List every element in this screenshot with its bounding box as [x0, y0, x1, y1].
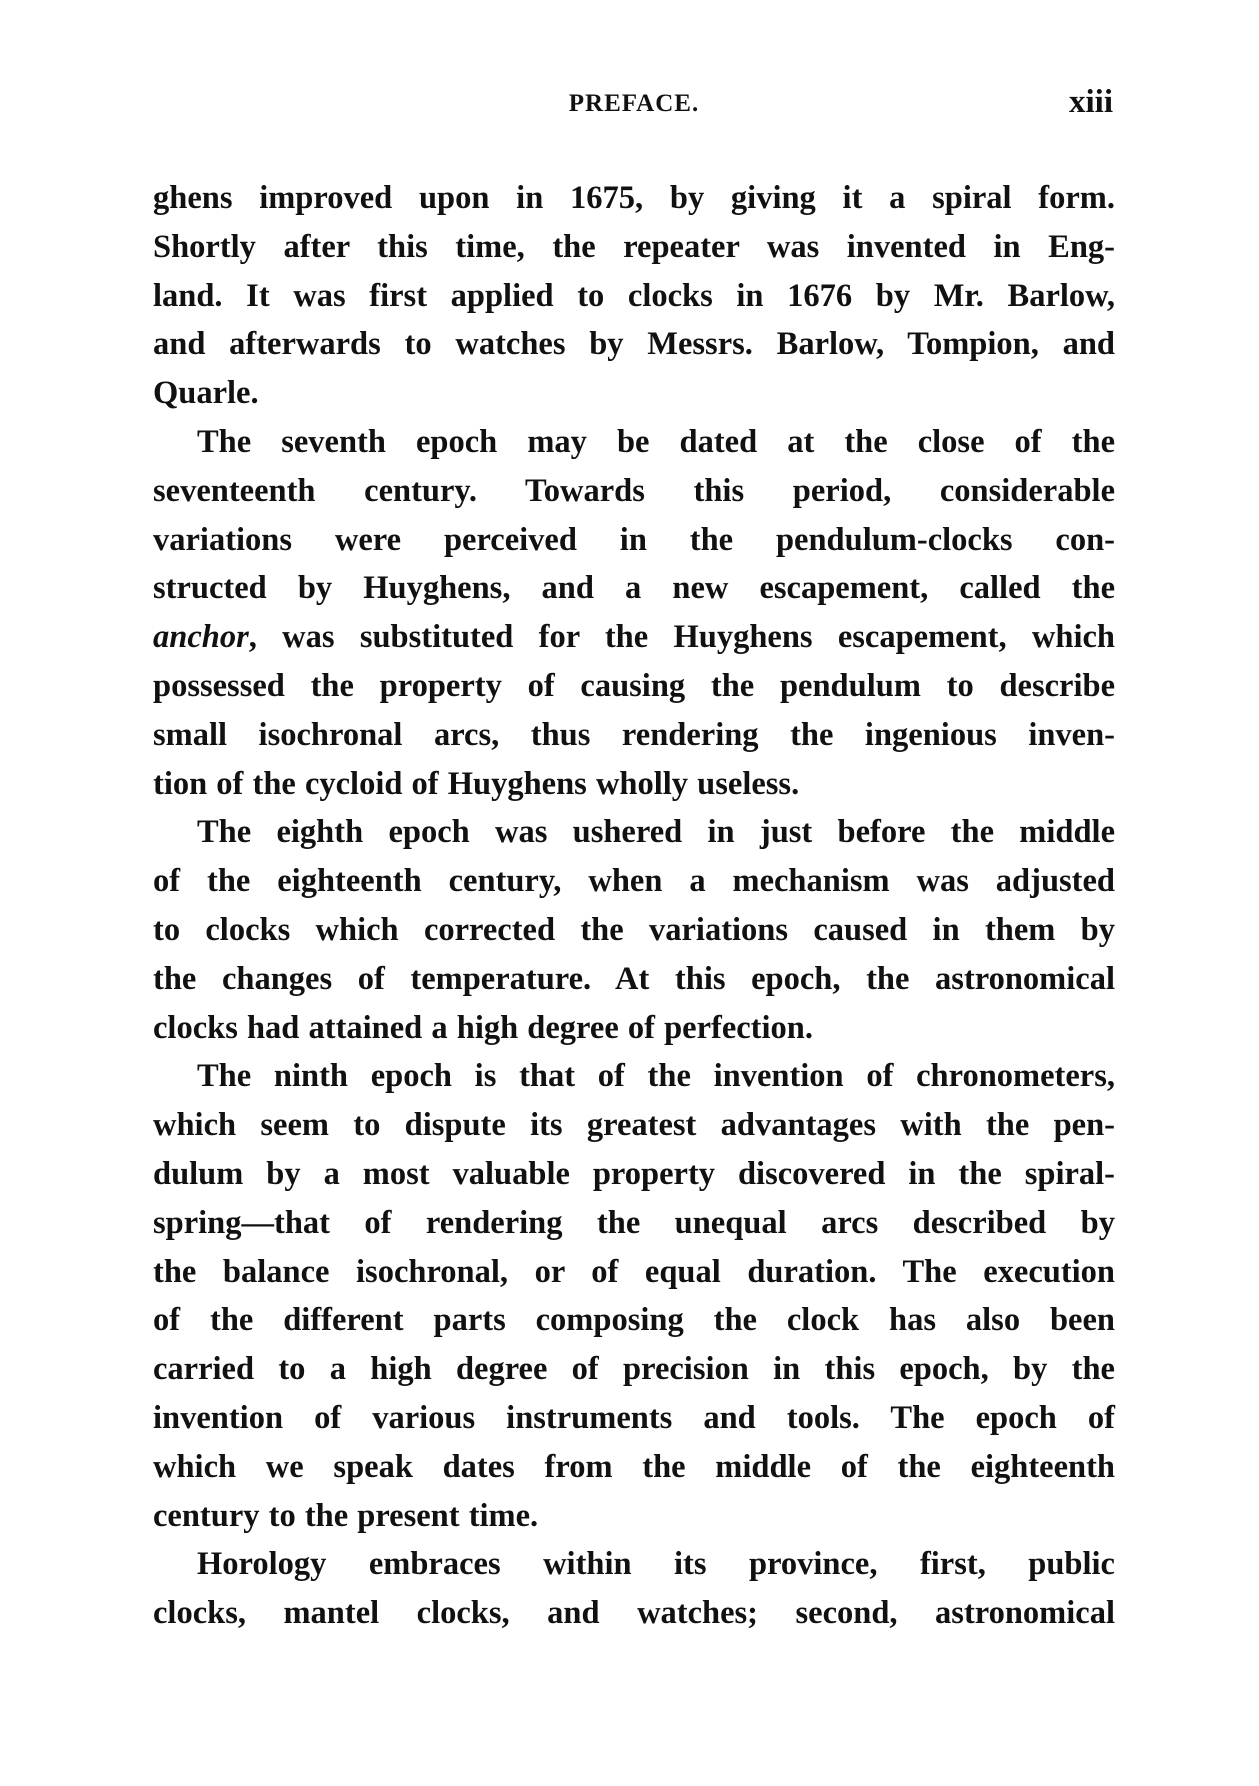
- text-line: Quarle.: [153, 375, 259, 412]
- page-header: [155, 84, 1113, 124]
- text-line: seventeenth century. Towards this period, considerable: [153, 472, 1115, 509]
- text-line: variations were perceived in the pendulum-clocks con-: [153, 521, 1115, 558]
- text-line: structed by Huyghens, and a new escapement, called the: [153, 570, 1115, 607]
- text-line: Horology embraces within its province, first, public: [197, 1546, 1115, 1583]
- text-line: century to the present time.: [153, 1497, 539, 1534]
- text-line: invention of various instruments and tools. The epoch of: [153, 1399, 1115, 1436]
- line-rest: , was substituted for the Huyghens escapement, which: [248, 619, 1115, 656]
- text-line: possessed the property of causing the pendulum to describe: [153, 667, 1115, 704]
- text-line: ghens improved upon in 1675, by giving it a spiral form.: [153, 180, 1115, 216]
- paragraph: [153, 1540, 1115, 1638]
- paragraph: [153, 1052, 1115, 1540]
- text-line: dulum by a most valuable property discovered in the spiral-: [153, 1155, 1115, 1192]
- text-line: The eighth epoch was ushered in just before the middle: [197, 814, 1115, 851]
- text-line: The ninth epoch is that of the invention of chronometers,: [197, 1058, 1115, 1095]
- text-line: small isochronal arcs, thus rendering the ingenious inven-: [153, 716, 1115, 753]
- text-line: land. It was first applied to clocks in 1676 by Mr. Barlow,: [153, 277, 1115, 314]
- paragraph: [153, 808, 1115, 1052]
- text-line: the changes of temperature. At this epoch, the astronomical: [153, 960, 1115, 997]
- text-line: spring—that of rendering the unequal arcs described by: [153, 1204, 1115, 1241]
- text-line: which seem to dispute its greatest advantages with the pen-: [153, 1107, 1115, 1144]
- body-text: [153, 174, 1115, 1638]
- text-line: clocks, mantel clocks, and watches; second, astronomical: [153, 1595, 1115, 1632]
- text-line: which we speak dates from the middle of the eighteenth: [153, 1448, 1115, 1485]
- text-line: of the eighteenth century, when a mechanism was adjusted: [153, 863, 1115, 900]
- page-number: xiii: [1068, 84, 1113, 120]
- paragraph: [153, 418, 1115, 808]
- running-title: PREFACE.: [568, 90, 700, 117]
- text-line: [153, 613, 1115, 662]
- text-line: and afterwards to watches by Messrs. Barlow, Tompion, and: [153, 326, 1115, 363]
- text-line: of the different parts composing the clock has also been: [153, 1302, 1115, 1339]
- text-line: The seventh epoch may be dated at the close of the: [197, 423, 1115, 460]
- text-line: clocks had attained a high degree of perfection.: [153, 1009, 813, 1046]
- paragraph: [153, 174, 1115, 418]
- text-line: to clocks which corrected the variations caused in them by: [153, 911, 1115, 948]
- text-line: tion of the cycloid of Huyghens wholly useless.: [153, 765, 800, 802]
- text-line: Shortly after this time, the repeater was invented in Eng-: [153, 228, 1115, 265]
- italic-term: anchor: [153, 619, 249, 656]
- text-line: the balance isochronal, or of equal duration. The execution: [153, 1253, 1115, 1290]
- text-line: carried to a high degree of precision in this epoch, by the: [153, 1351, 1115, 1388]
